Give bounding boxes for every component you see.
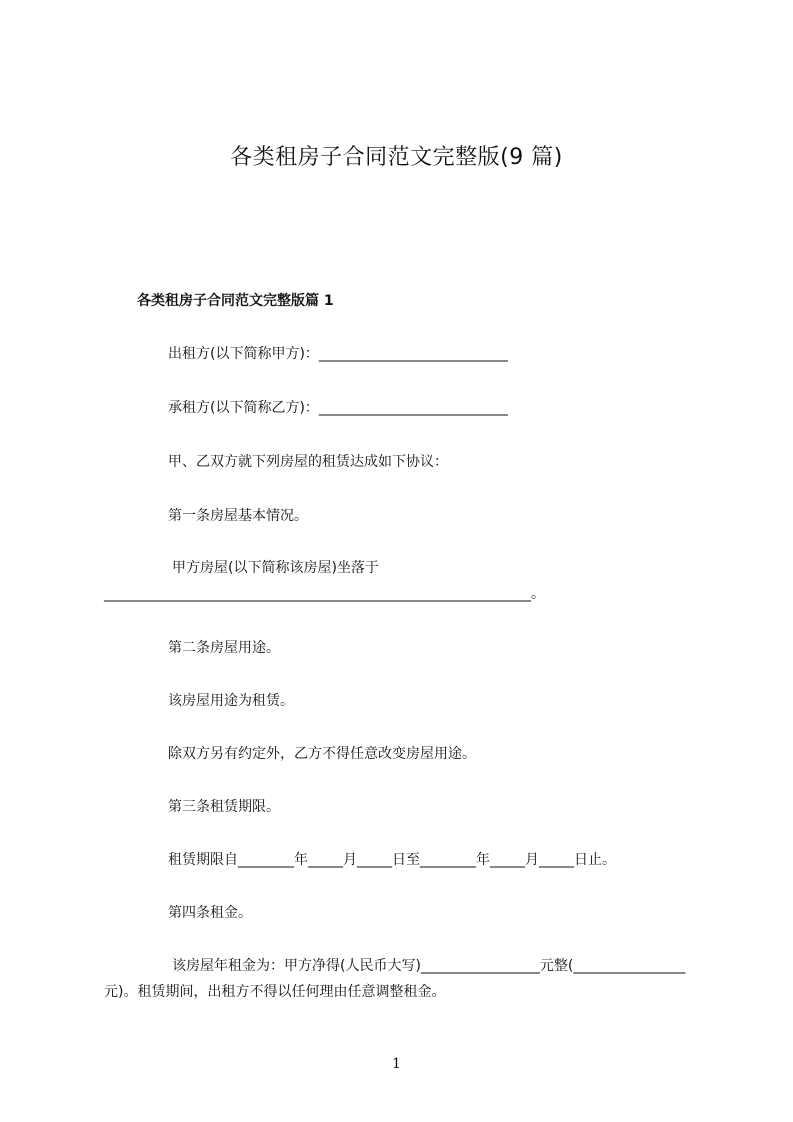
agreement-intro: 甲、乙双方就下列房屋的租赁达成如下协议：: [168, 454, 448, 470]
article-1-heading: 第一条房屋基本情况。: [168, 508, 308, 524]
use-restriction-line: 除双方另有约定外，乙方不得任意改变房屋用途。: [168, 746, 476, 762]
lessee-line: 承租方(以下简称乙方)：___________________________: [168, 400, 508, 416]
property-location-text: 甲方房屋(以下简称该房屋)坐落于_____________________________________________________________。: [104, 560, 545, 602]
article-3-heading: 第三条租赁期限。: [168, 799, 280, 815]
property-use-line: 该房屋用途为租赁。: [168, 693, 294, 709]
lessor-line: 出租方(以下简称甲方)：___________________________: [168, 346, 508, 362]
section-heading: 各类租房子合同范文完整版篇 1: [137, 293, 334, 309]
article-2-heading: 第二条房屋用途。: [168, 640, 280, 656]
property-location-paragraph: [104, 555, 704, 607]
page-number: 1: [392, 1056, 401, 1072]
rent-text: 该房屋年租金为：甲方净得(人民币大写)_________________元整(________________元)。租赁期间，出租方不得以任何理由任意调整租金。: [104, 958, 686, 1000]
rent-paragraph: [104, 953, 704, 1005]
document-title: 各类租房子合同范文完整版(9 篇): [230, 145, 563, 170]
article-4-heading: 第四条租金。: [168, 905, 252, 921]
lease-term-line: 租赁期限自________年_____月_____日至________年_____月_____日止。: [168, 852, 616, 868]
